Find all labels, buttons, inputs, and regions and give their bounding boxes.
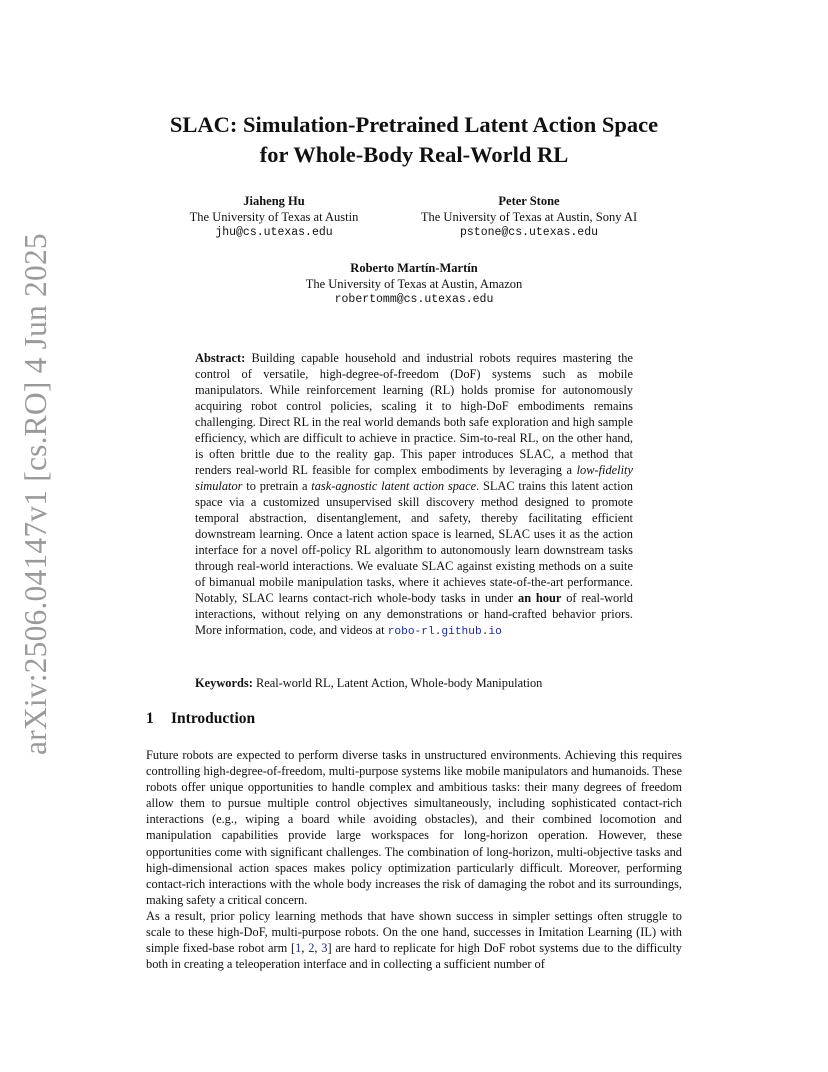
author-name: Roberto Martín-Martín (350, 261, 478, 275)
citation-link-1[interactable]: 1 (295, 941, 302, 956)
citation-link-2[interactable]: 2 (308, 941, 315, 956)
arxiv-stamp: arXiv:2506.04147v1 [cs.RO] 4 Jun 2025 (18, 233, 53, 755)
author-email: pstone@cs.utexas.edu (459, 226, 599, 239)
citation-bracket: ] (327, 941, 332, 956)
section-heading (146, 710, 255, 728)
intro-paragraph-1: Future robots are expected to perform diverse tasks in unstructured environments. Achieving this requires controlling high-degree-of-freedom, multi-purpose systems like mobile manipulators and humanoids. These robots offer unique opportunities to handle complex and ambitious tasks: their many degrees of freedom allow them to pursue multiple control objectives simultaneously, including sophisticated contact-rich interactions (e.g., wiping a board while avoiding obstacles), and their combined locomotion and manipulation capabilities provide large workspaces for long-horizon operation. However, these opportunities come with significant challenges. The combination of long-horizon, multi-objective tasks and high-dimensional action spaces makes policy optimization particularly difficult. Moreover, performing contact-rich interactions with the whole body increases the risk of damaging the robot and its surroundings, making safety a critical concern. (146, 748, 682, 907)
citation-sep: , (314, 941, 322, 956)
abstract-label: Abstract: (195, 351, 246, 365)
author-email: robertomm@cs.utexas.edu (334, 293, 494, 306)
citation-bracket: [ (291, 941, 296, 956)
author-block-3 (264, 260, 564, 308)
section-title: Introduction (171, 710, 256, 727)
paragraph-text: As a result, prior policy learning methods that have shown success in simpler settings often struggle to scale to these high-DoF, multi-purpose robots. On the one hand, successes in Imitation Learning (IL) with simple fixed-base robot arm (146, 909, 682, 956)
paper-title (120, 110, 708, 170)
author-name: Jiaheng Hu (243, 194, 305, 208)
author-block-2 (402, 193, 656, 241)
keywords-text: Real-world RL, Latent Action, Whole-body Manipulation (255, 676, 543, 690)
section-number: 1 (146, 710, 154, 727)
author-block-1 (168, 193, 380, 241)
abstract-text: to pretrain a (246, 479, 308, 493)
project-link[interactable]: robo-rl.github.io (387, 626, 502, 638)
title-line-1: SLAC: Simulation-Pretrained Latent Action Space (169, 112, 659, 137)
author-affiliation: The University of Texas at Austin (189, 210, 359, 224)
author-email: jhu@cs.utexas.edu (215, 226, 333, 239)
author-affiliation: The University of Texas at Austin, Sony AI (420, 210, 638, 224)
author-name: Peter Stone (498, 194, 560, 208)
intro-paragraph-2 (146, 908, 682, 972)
keywords-label: Keywords: (195, 676, 253, 690)
abstract-bold: an hour (518, 591, 562, 605)
abstract (195, 350, 633, 640)
keywords (195, 675, 633, 691)
abstract-text: of real-world interactions, without relying on any demonstrations or hand-crafted behavior priors. More information, code, and videos at (195, 591, 633, 637)
abstract-text: Building capable household and industrial robots requires mastering the control of versatile, high-degree-of-freedom (DoF) systems such as mobile manipulators. While reinforcement learning (RL) holds promise for autonomously acquiring robot control policies, scaling it to high-DoF embodiments remains challenging. Direct RL in the real world demands both safe exploration and high sample efficiency, which are difficult to achieve in practice. Sim-to-real RL, on the other hand, is often brittle due to the reality gap. This paper introduces SLAC, a method that renders real-world RL feasible for complex embodiments by leveraging a (195, 351, 633, 477)
paragraph-text: are hard to replicate for high DoF robot systems due to the difficulty both in creating a teleoperation interface and in collecting a sufficient number of (146, 941, 682, 972)
citation-sep: , (301, 941, 309, 956)
author-affiliation: The University of Texas at Austin, Amazon (305, 277, 523, 291)
title-line-2: for Whole-Body Real-World RL (259, 142, 569, 167)
citation-link-3[interactable]: 3 (321, 941, 328, 956)
abstract-emphasis: task-agnostic latent action space (311, 479, 477, 493)
abstract-text: . SLAC trains this latent action space via a customized unsupervised skill discovery method designed to promote temporal abstraction, disentanglement, and safety, thereby facilitating efficient downstream learning. Once a latent action space is learned, SLAC uses it as the action interface for a novel off-policy RL algorithm to autonomously learn downstream tasks through real-world interactions. We evaluate SLAC against existing methods on a suite of bimanual mobile manipulation tasks, where it achieves state-of-the-art performance. Notably, SLAC learns contact-rich whole-body tasks in under (195, 479, 633, 605)
abstract-emphasis: low-fidelity simulator (195, 463, 633, 493)
